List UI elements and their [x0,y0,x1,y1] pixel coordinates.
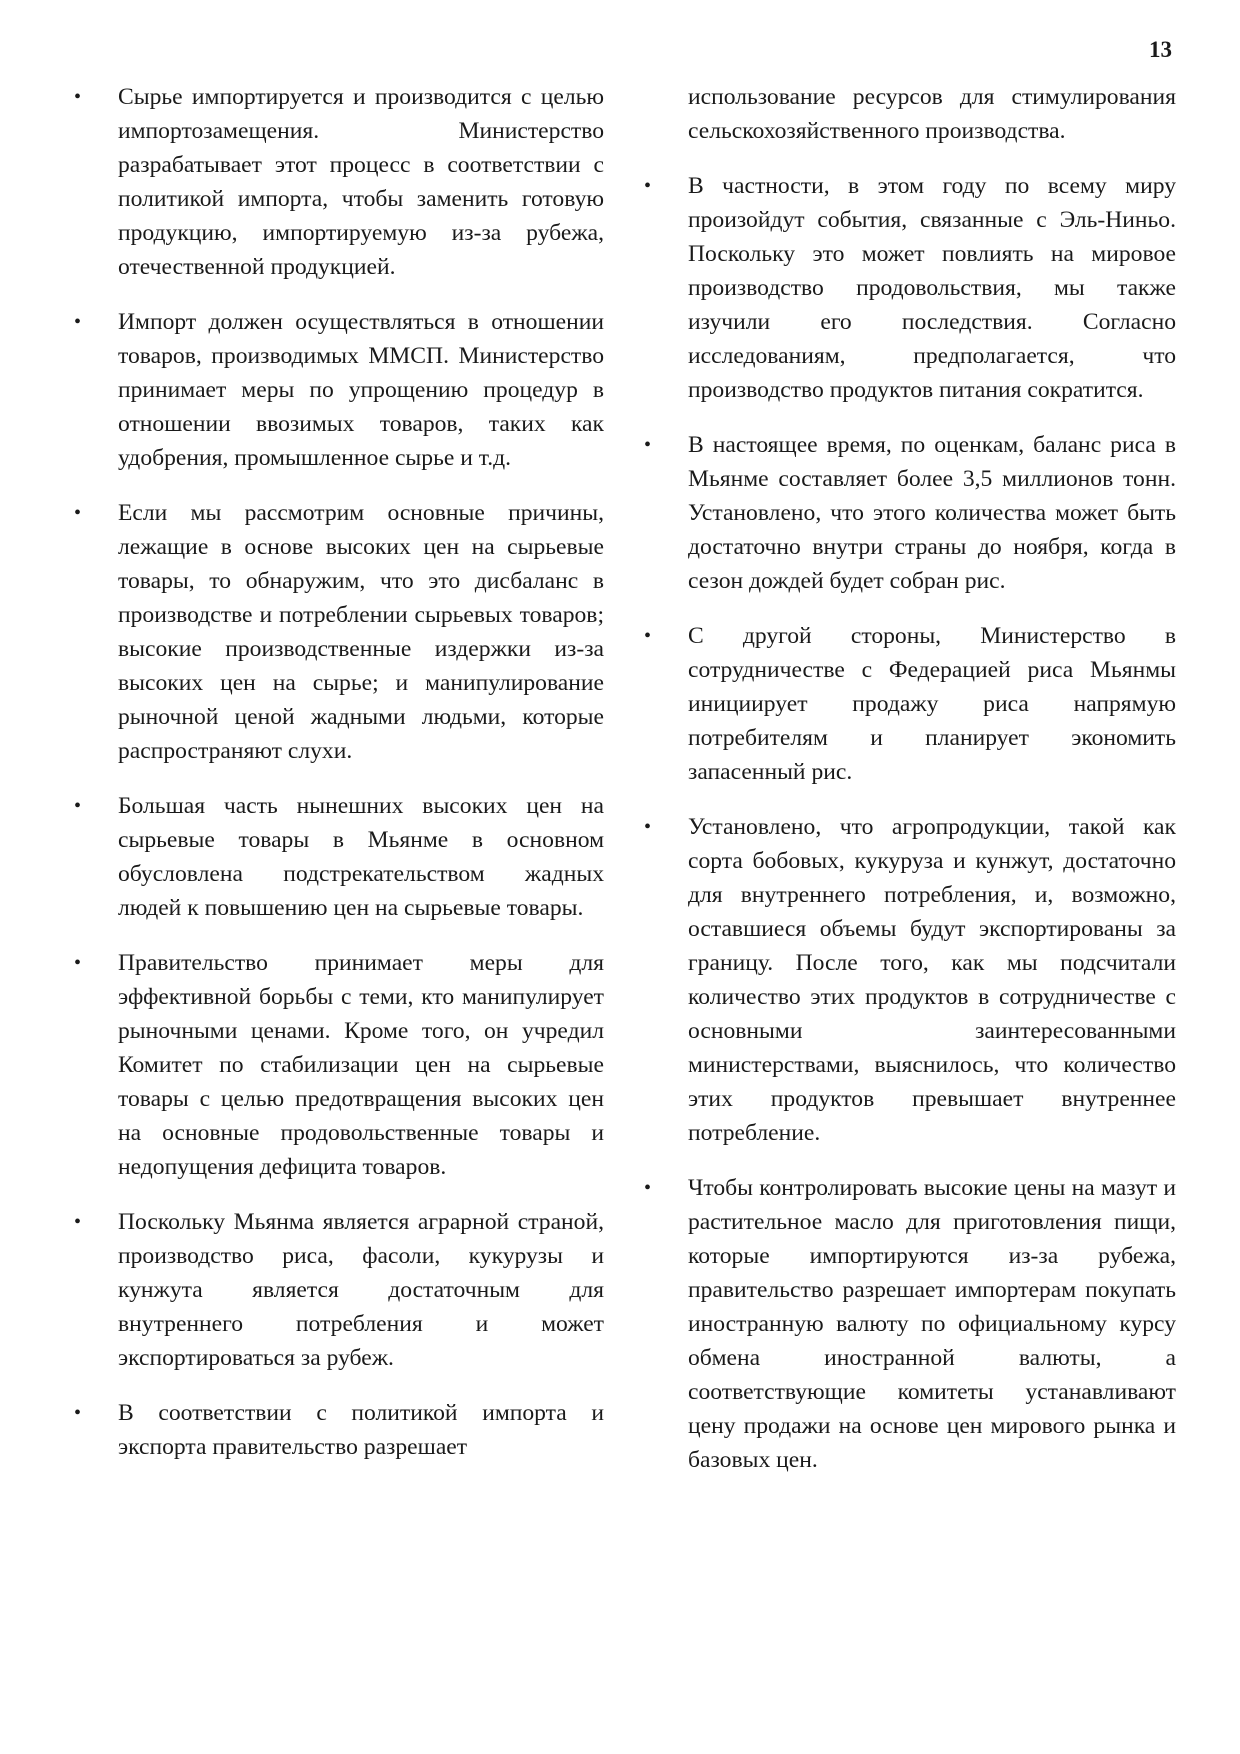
two-column-body [66,80,1176,1720]
left-column-bullet-list [66,80,604,1720]
list-item: • Большая часть нынешних высоких цен на сырьевые товары в Мьянме в основном обусловлена подстрекательством жадных людей к повышению цен на сырьевые товары. [66,789,604,925]
list-item: • Поскольку Мьянма является аграрной страной, производство риса, фасоли, кукурузы и кунжута является достаточным для внутреннего потребления и может экспортироваться за рубеж. [66,1205,604,1375]
list-item: • Импорт должен осуществляться в отношении товаров, производимых ММСП. Министерство принимает меры по упрощению процедур в отношении ввозимых товаров, таких как удобрения, промышленное сырье и т.д. [66,305,604,475]
list-item: • Сырье импортируется и производится с целью импортозамещения. Министерство разрабатывает этот процесс в соответствии с политикой импорта, чтобы заменить готовую продукцию, импортируемую из-за рубежа, отечественной продукцией. [66,80,604,284]
list-item: • В настоящее время, по оценкам, баланс риса в Мьянме составляет более 3,5 миллионов тонн. Установлено, что этого количества может быть достаточно внутри страны до ноября, когда в сезон дождей будет собран рис. [636,428,1176,598]
list-item: • В частности, в этом году по всему миру произойдут события, связанные с Эль-Ниньо. Поскольку это может повлиять на мировое производство продовольствия, мы также изучили его последствия. Согласно исследованиям, предполагается, что производство продуктов питания сократится. [636,169,1176,407]
list-item: • Чтобы контролировать высокие цены на мазут и растительное масло для приготовления пищи, которые импортируются из-за рубежа, правительство разрешает импортерам покупать иностранную валюту по официальному курсу обмена иностранной валюты, а соответствующие комитеты устанавливают цену продажи на основе цен мирового рынка и базовых цен. [636,1171,1176,1477]
page-number: 13 [1149,37,1172,62]
list-item: • Установлено, что агропродукции, такой как сорта бобовых, кукуруза и кунжут, достаточно для внутреннего потребления, и, возможно, оставшиеся объемы будут экспортированы за границу. После того, как мы подсчитали количество этих продуктов в сотрудничестве с основными заинтересованными министерствами, выяснилось, что количество этих продуктов превышает внутреннее потребление. [636,810,1176,1150]
list-item: • Если мы рассмотрим основные причины, лежащие в основе высоких цен на сырьевые товары, то обнаружим, что это дисбаланс в производстве и потреблении сырьевых товаров; высокие производственные издержки из-за высоких цен на сырье; и манипулирование рыночной ценой жадными людьми, которые распространяют слухи. [66,496,604,768]
list-item-continuation: использование ресурсов для стимулирования сельскохозяйственного производства. [688,84,1176,144]
list-item: • Правительство принимает меры для эффективной борьбы с теми, кто манипулирует рыночными ценами. Кроме того, он учредил Комитет по стабилизации цен на сырьевые товары с целью предотвращения высоких цен на основные продовольственные товары и недопущения дефицита товаров. [66,946,604,1184]
right-column-bullet-list [636,80,1176,1720]
list-item: • В соответствии с политикой импорта и экспорта правительство разрешает [66,1396,604,1464]
list-item: • С другой стороны, Министерство в сотрудничестве с Федерацией риса Мьянмы инициирует продажу риса напрямую потребителям и планирует экономить запасенный рис. [636,619,1176,789]
